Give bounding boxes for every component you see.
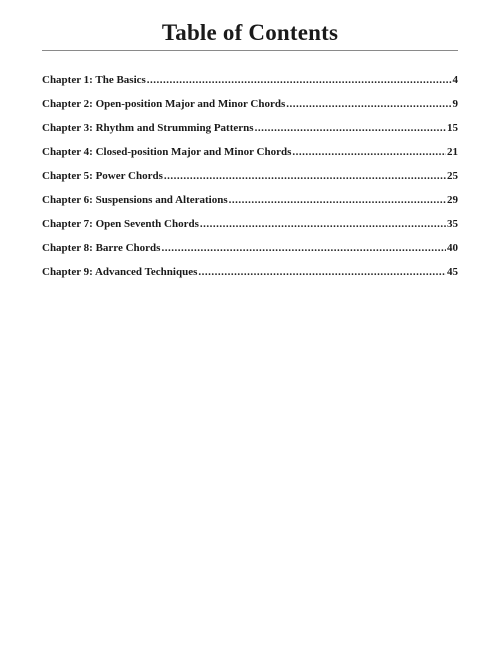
toc-entry-chapter-1[interactable]	[42, 74, 458, 98]
chapter-title: Chapter 7: Open Seventh Chords	[42, 218, 199, 230]
dot-leader	[164, 170, 446, 182]
dot-leader	[292, 146, 446, 158]
page-number: 9	[452, 98, 458, 110]
toc-entry-chapter-5[interactable]	[42, 170, 458, 194]
chapter-title: Chapter 3: Rhythm and Strumming Patterns	[42, 122, 254, 134]
page-number: 35	[447, 218, 458, 230]
page-number: 25	[447, 170, 458, 182]
toc-entry-chapter-2[interactable]	[42, 98, 458, 122]
dot-leader	[200, 218, 446, 230]
toc-entry-chapter-6[interactable]	[42, 194, 458, 218]
toc-entry-chapter-4[interactable]	[42, 146, 458, 170]
page-number: 4	[452, 74, 458, 86]
title-divider	[42, 50, 458, 51]
toc-entry-chapter-9[interactable]	[42, 266, 458, 290]
dot-leader	[198, 266, 446, 278]
page-number: 40	[447, 242, 458, 254]
chapter-title: Chapter 9: Advanced Techniques	[42, 266, 198, 278]
chapter-title: Chapter 1: The Basics	[42, 74, 146, 86]
dot-leader	[161, 242, 446, 254]
chapter-title: Chapter 4: Closed-position Major and Minor Chords	[42, 146, 292, 158]
chapter-title: Chapter 5: Power Chords	[42, 170, 163, 182]
table-of-contents	[42, 74, 458, 290]
page-number: 29	[447, 194, 458, 206]
chapter-title: Chapter 8: Barre Chords	[42, 242, 161, 254]
chapter-title: Chapter 2: Open-position Major and Minor Chords	[42, 98, 286, 110]
page-title: Table of Contents	[161, 20, 339, 45]
toc-entry-chapter-8[interactable]	[42, 242, 458, 266]
dot-leader	[147, 74, 452, 86]
dot-leader	[255, 122, 446, 134]
dot-leader	[286, 98, 451, 110]
page-number: 15	[447, 122, 458, 134]
page-number: 21	[447, 146, 458, 158]
page-number: 45	[447, 266, 458, 278]
toc-entry-chapter-3[interactable]	[42, 122, 458, 146]
chapter-title: Chapter 6: Suspensions and Alterations	[42, 194, 228, 206]
dot-leader	[229, 194, 446, 206]
toc-entry-chapter-7[interactable]	[42, 218, 458, 242]
